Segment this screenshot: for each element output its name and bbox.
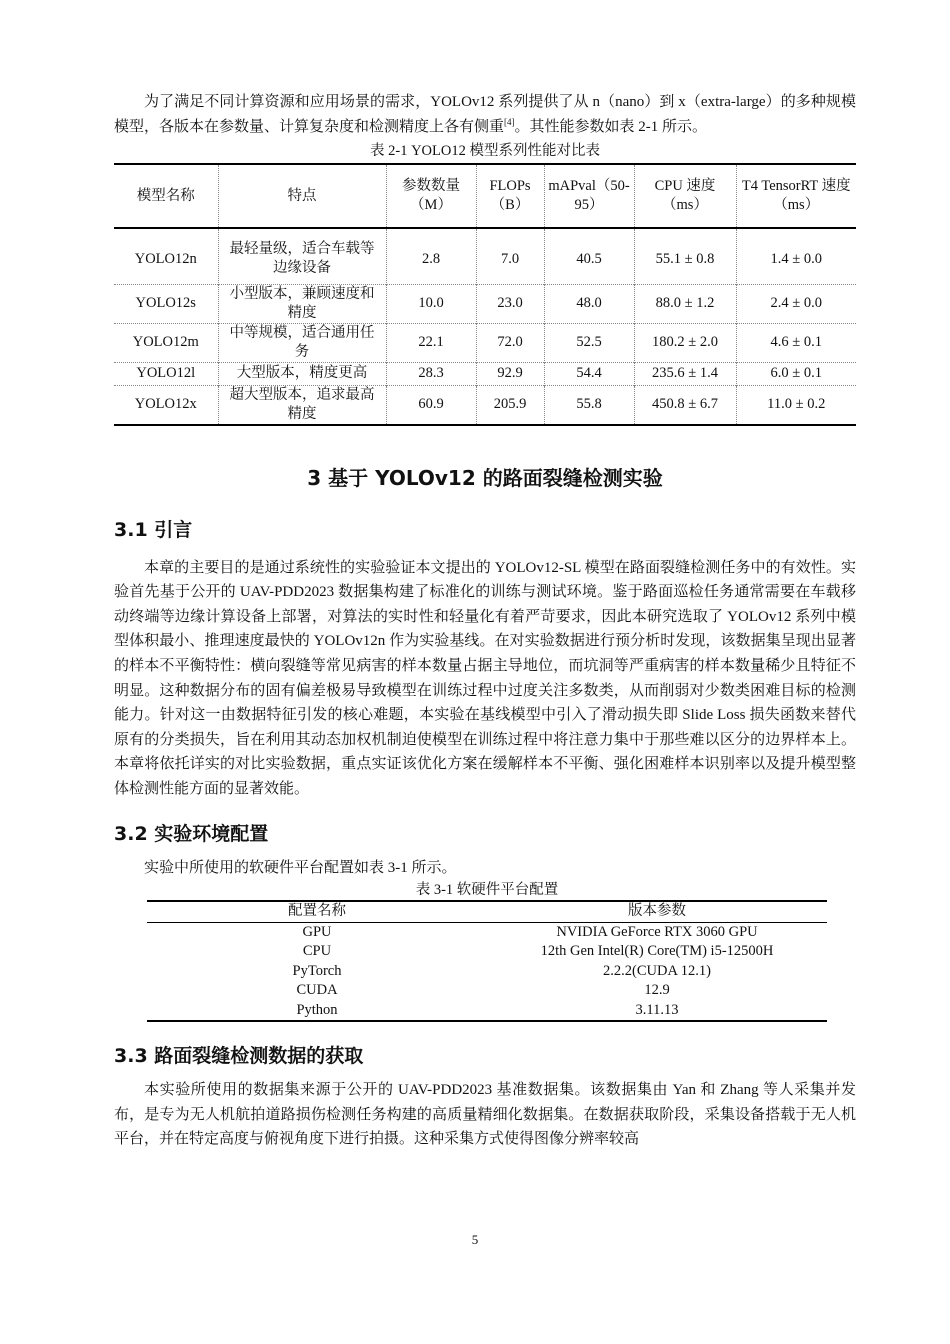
table-row bbox=[147, 981, 827, 1001]
table-cell: 92.9 bbox=[476, 362, 544, 385]
table-cell: 超大型版本，追求最高精度 bbox=[218, 385, 386, 425]
table-cell: 450.8 ± 6.7 bbox=[634, 385, 736, 425]
table-cell: 10.0 bbox=[386, 284, 476, 323]
table2-block bbox=[147, 880, 827, 1022]
table1-header: mAPval（50-95） bbox=[544, 164, 634, 228]
table-cell: YOLO12s bbox=[114, 284, 218, 323]
table-cell: 11.0 ± 0.2 bbox=[736, 385, 856, 425]
table2-header-row bbox=[147, 901, 827, 922]
table-cell: 205.9 bbox=[476, 385, 544, 425]
table-cell: 72.0 bbox=[476, 323, 544, 362]
section-3-3-text: 本实验所使用的数据集来源于公开的 UAV-PDD2023 基准数据集。该数据集由 Yan 和 Zhang 等人采集并发布，是专为无人机航拍道路损伤检测任务构建的高质量精细化数据集。在数据获取阶段，采集设备搭载于无人机平台，并在特定高度与俯视角度下进行拍摄。这种采集方式使得图像分辨率较高 bbox=[114, 1082, 856, 1148]
table1-header: 特点 bbox=[218, 164, 386, 228]
table-cell: 60.9 bbox=[386, 385, 476, 425]
table-cell: CPU bbox=[302, 943, 332, 960]
table-cell: 55.8 bbox=[544, 385, 634, 425]
table1-header: 模型名称 bbox=[114, 164, 218, 228]
table2-header: 配置名称 bbox=[147, 901, 487, 922]
table-cell: 3.11.13 bbox=[635, 1001, 679, 1018]
page-body bbox=[114, 90, 856, 1152]
table-cell: 48.0 bbox=[544, 284, 634, 323]
section-3-1-text: 本章的主要目的是通过系统性的实验验证本文提出的 YOLOv12-SL 模型在路面裂缝检测任务中的有效性。实验首先基于公开的 UAV-PDD2023 数据集构建了标准化的训练与测试环境。鉴于路面巡检任务通常需要在车载移动终端等边缘计算设备上部署，对算法的实时性和轻量化有着严苛要求，因此本研究选取了 YOLOv12 系列中模型体积最小、推理速度最快的 YOLOv12n 作为实验基线。在对实验数据进行预分析时发现，该数据集呈现出显著的样本不平衡特性：横向裂缝等常见病害的样本数量占据主导地位，而坑洞等严重病害的样本数量稀少且特征不明显。这种数据分布的固有偏差极易导致模型在训练过程中过度关注多数类，从而削弱对少数类困难目标的检测能力。针对这一由数据特征引发的核心难题，本实验在基线模型中引入了滑动损失即 Slide Loss 损失函数来替代原有的分类损失，旨在利用其动态加权机制迫使模型在训练过程中将注意力集中于那些难以区分的边界样本上。 本章将依托详实的对比实验数据，重点实证该优化方案在缓解样本不平衡、强化困难样本识别率以及提升模型整体检测性能方面的显著效能。 bbox=[114, 559, 856, 798]
table-cell: 2.2.2(CUDA 12.1) bbox=[603, 962, 711, 979]
table-cell: 小型版本，兼顾速度和精度 bbox=[218, 284, 386, 323]
table-cell: Python bbox=[296, 1001, 338, 1018]
table1 bbox=[114, 163, 856, 426]
chapter-title: 3 基于 YOLOv12 的路面裂缝检测实验 bbox=[307, 465, 663, 490]
page-number: 5 bbox=[471, 1232, 479, 1247]
table-cell: 235.6 ± 1.4 bbox=[634, 362, 736, 385]
table-row bbox=[114, 284, 856, 323]
table-cell: YOLO12l bbox=[114, 362, 218, 385]
table-cell: 12th Gen Intel(R) Core(TM) i5-12500H bbox=[540, 943, 774, 960]
table-cell: 大型版本，精度更高 bbox=[218, 362, 386, 385]
table-cell: 4.6 ± 0.1 bbox=[736, 323, 856, 362]
table-cell: 28.3 bbox=[386, 362, 476, 385]
table-cell: YOLO12n bbox=[134, 250, 197, 267]
table-row bbox=[147, 1001, 827, 1022]
table1-header: T4 TensorRT 速度（ms） bbox=[736, 164, 856, 228]
table-cell: 最轻量级，适合车载等边缘设备 bbox=[218, 228, 386, 284]
table2-header: 版本参数 bbox=[487, 901, 827, 922]
section-3-2-text: 实验中所使用的软硬件平台配置如表 3-1 所示。 bbox=[144, 859, 457, 876]
table-row bbox=[147, 942, 827, 962]
table-cell: 180.2 ± 2.0 bbox=[634, 323, 736, 362]
table-cell: 6.0 ± 0.1 bbox=[736, 362, 856, 385]
table1-header: CPU 速度（ms） bbox=[634, 164, 736, 228]
table-cell: PyTorch bbox=[292, 962, 342, 979]
table-cell: 55.1 ± 0.8 bbox=[634, 228, 736, 284]
table2-caption: 表 3-1 软硬件平台配置 bbox=[415, 882, 559, 899]
table1-header: FLOPs（B） bbox=[476, 164, 544, 228]
table-row bbox=[147, 922, 827, 942]
intro-paragraph: 为了满足不同计算资源和应用场景的需求，YOLOv12 系列提供了从 n（nano）到 x（extra-large）的多种规模模型，各版本在参数量、计算复杂度和检测精度上各有侧重[4]。其性能参数如表 2-1 所示。 bbox=[114, 94, 856, 135]
section-3-1-title: 3.1 引言 bbox=[114, 518, 193, 541]
table-cell: 88.0 ± 1.2 bbox=[634, 284, 736, 323]
table-cell: 54.4 bbox=[544, 362, 634, 385]
citation[interactable]: [4] bbox=[504, 116, 515, 127]
table1-header-row bbox=[114, 164, 856, 228]
table-cell: 22.1 bbox=[386, 323, 476, 362]
table-row bbox=[114, 228, 856, 284]
table-cell: CUDA bbox=[296, 982, 338, 999]
table-cell: 1.4 ± 0.0 bbox=[736, 228, 856, 284]
table-row bbox=[147, 962, 827, 982]
table-row bbox=[114, 323, 856, 362]
table-cell: 40.5 bbox=[544, 228, 634, 284]
table-row bbox=[114, 385, 856, 425]
table2 bbox=[147, 900, 827, 1022]
table-cell: 12.9 bbox=[644, 982, 670, 999]
table-cell: YOLO12x bbox=[114, 385, 218, 425]
table-cell: NVIDIA GeForce RTX 3060 GPU bbox=[556, 923, 758, 940]
table-cell: GPU bbox=[302, 923, 332, 940]
table-cell: 23.0 bbox=[476, 284, 544, 323]
table-cell: 7.0 bbox=[476, 228, 544, 284]
table-cell: 52.5 bbox=[544, 323, 634, 362]
table1-header: 参数数量（M） bbox=[386, 164, 476, 228]
section-3-3-title: 3.3 路面裂缝检测数据的获取 bbox=[114, 1045, 364, 1068]
table-cell: 2.4 ± 0.0 bbox=[736, 284, 856, 323]
table-cell: 2.8 bbox=[386, 228, 476, 284]
section-3-2-title: 3.2 实验环境配置 bbox=[114, 822, 269, 845]
table-cell: YOLO12m bbox=[114, 323, 218, 362]
table-cell: 中等规模，适合通用任务 bbox=[218, 323, 386, 362]
table-row bbox=[114, 362, 856, 385]
table1-caption: 表 2-1 YOLO12 模型系列性能对比表 bbox=[370, 143, 600, 160]
